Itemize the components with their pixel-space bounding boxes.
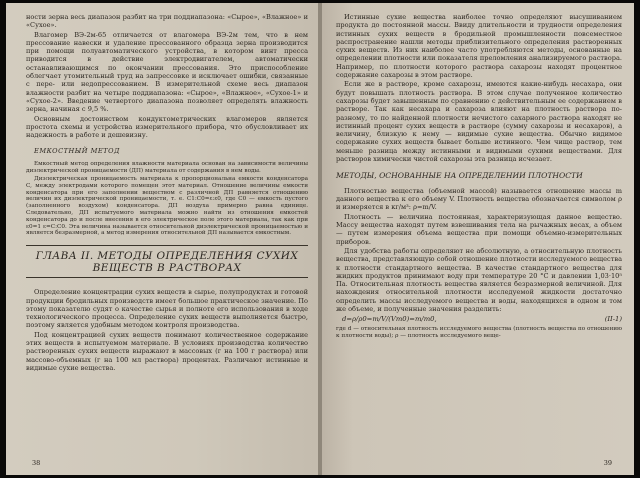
small-paragraph-2: Диэлектрическая проницаемость материала к пропорциональна емкости конденсатора C, между электродами которого помещен этот материал. Отношение величины емкости конденсатора при его заполнении веществом с различной ДП равняется отношению величин их диэлектрической проницаемости, т. е. C1:C0=ε:ε0, где C0 — емкость пустого (заполненного воздухом) конденсатора. ДП воздуха примерно равна единице. Следовательно, ДП испытуемого материала можно найти из отношения емкостей конденсатора до и после внесения в его электрическое поле этого материала, так как при ε0=1 ε=C:C0. Эта величина называется относительной диэлектрической проницаемостью и является безразмерной, а метод измерения относительной ДП называется емкостным. xyxy=(26,176,308,237)
left-page-number: 38 xyxy=(32,459,41,467)
small-text-block xyxy=(26,161,308,237)
small-paragraph-1: Емкостный метод определения влажности материала основан на зависимости величины диэлектрической проницаемости (ДП) материала от содержания в нем воды. xyxy=(26,161,308,175)
right-paragraph-4: Плотность — величина постоянная, характеризующая данное вещество. Массу вещества находят путем взвешивания тела на рычажных весах, а объем — путем измерения объема вещества при помощи объемно-измерительных приборов. xyxy=(336,212,622,246)
section-title: МЕТОДЫ, ОСНОВАННЫЕ НА ОПРЕДЕЛЕНИИ ПЛОТНОСТИ xyxy=(336,171,583,181)
left-paragraph-5: Под концентрацией сухих веществ понимают количественное содержание этих веществ в испытуемом материале. В условиях производства количество растворенных сухих веществ выражают в массовых (г на 100 г раствора) или массово-объемных (г на 100 мл раствора) процентах. Различают истинные и видимые сухие вещества. xyxy=(26,330,308,372)
left-page xyxy=(6,3,318,475)
left-paragraph-2: Влагомер ВЭ-2м-65 отличается от влагомера ВЭ-2м тем, что в нем прессование навески и удаление прессованного образца зерна производится при помощи полуавтоматического устройства, в котором винт пресса приводится в действие электродвигателем, автоматически останавливающимся по окончании прессования. Это приспособление облегчает утомительный труд на запрессовке и исключает ошибки, связанные с пере- или недопрессованием. В измерительной схеме весь диапазон влажности разбит на четыре поддиапазона: «Сырое», «Влажное», «Сухое-1» и «Сухое-2». Введение четвертого диапазона позволяет определять влажность зерна, начиная с 9,5 %. xyxy=(26,30,308,114)
chapter-title: ГЛАВА II. МЕТОДЫ ОПРЕДЕЛЕНИЯ СУХИХ ВЕЩЕСТВ В РАСТВОРАХ xyxy=(26,245,308,278)
left-intro-paragraph: ности зерна весь диапазон разбит на три поддиапазона: «Сырое», «Влажное» и «Сухое». xyxy=(26,13,308,30)
formula-note: где d — относительная плотность исследуемого вещества (плотность вещества по отношению к плотности воды); ρ — плотность исследуемого веще- xyxy=(336,326,622,340)
right-page xyxy=(322,3,634,475)
left-paragraph-4: Определение концентрации сухих веществ в сырье, полупродуктах и готовой продукции бродильных производств имеет большое практическое значение. По этому показателю судят о качестве сырья и полноте его использования в ходе технологического процесса. Определение сухих веществ выполняется быстро, поэтому является удобным методом контроля производства. xyxy=(26,288,308,330)
right-page-content xyxy=(336,13,622,341)
left-paragraph-3: Основным достоинством кондуктометрических влагомеров является простота схемы и устройства измерительного прибора, что обусловливает их надежность в работе и дешевизну. xyxy=(26,114,308,140)
right-page-number: 39 xyxy=(603,459,612,467)
right-paragraph-5: Для удобства работы определяют не абсолютную, а относительную плотность вещества, представляющую собой отношение плотности исследуемого вещества к плотности стандартного вещества. В качестве стандартного вещества для жидких продуктов принимают воду при температуре 20 °С и давлении 1,03·10⁵ Па. Относительная плотность вещества является безразмерной величиной. Для нахождения относительной плотности исследуемой жидкости достаточно определить массы исследуемого вещества и воды, находящихся в одном и том же объеме, и полученные значения разделить: xyxy=(336,246,622,313)
right-paragraph-1: Истинные сухие вещества наиболее точно определяют высушиванием продукта до постоянной массы. Ввиду длительности и трудности определения истинных сухих веществ в бродильной промышленности повсеместное распространение нашли методы приблизительного определения растворенных сухих веществ. Из них наиболее часто употребляются методы, основанные на определении плотности или показателя преломления анализируемого раствора. Например, по плотности которого раствора сахарозы находят процентное содержание сахарозы в этом растворе. xyxy=(336,13,622,80)
left-page-content xyxy=(26,13,308,373)
right-paragraph-3: Плотностью вещества (объемной массой) называется отношение массы m данного вещества к его объему V. Плотность вещества обозначается символом ρ и измеряется в кг/м³: ρ=m/V. xyxy=(336,186,622,212)
capacitive-method-subhead: ЕМКОСТНЫЙ МЕТОД xyxy=(34,147,120,156)
right-paragraph-2: Если же в растворе, кроме сахарозы, имеются какие-нибудь несахара, они будут повышать плотность раствора. В этом случае полученное количество сахарозы будет завышенным по сравнению с действительным ее содержанием в растворе. Так как несахара и сахароза влияют на плотность раствора по-разному, то по найденной плотности нечистого сахарного раствора находят не истинный процент сухих веществ в растворе (сумму сахарозы и несахаров), а величину, близкую к нему — видимые сухие вещества. Обычно видимое содержание сухих веществ бывает больше истинного. Чем чище раствор, тем меньше разница между истинными и видимыми сухими веществами. Для растворов химически чистой сахарозы эта разница исчезает. xyxy=(336,80,622,164)
formula: d=ρ/ρ0=m/V/(Vm0)=m/m0, xyxy=(342,315,437,324)
book-spread xyxy=(6,3,634,475)
formula-number: (II-1) xyxy=(604,315,622,324)
formula-line xyxy=(336,315,622,324)
